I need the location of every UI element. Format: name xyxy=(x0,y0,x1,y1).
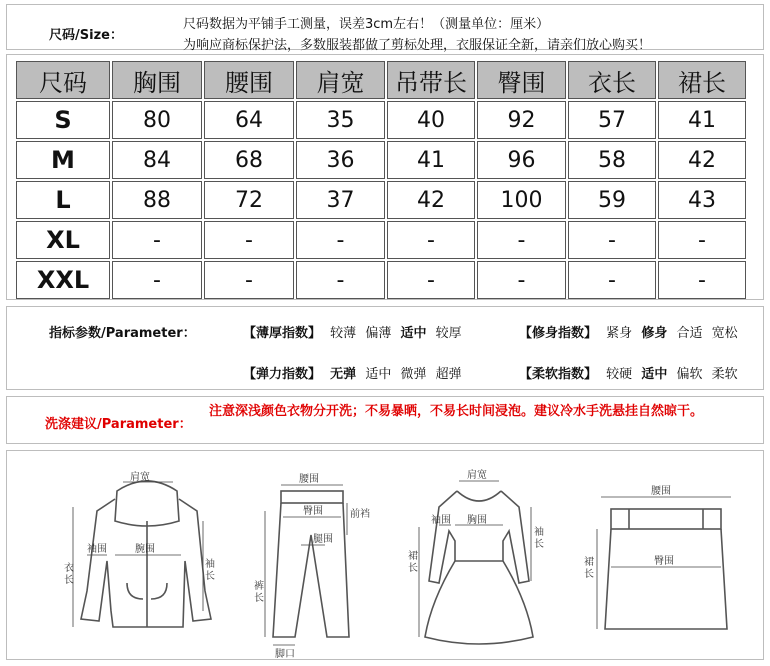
table-cell: 57 xyxy=(568,101,656,139)
pants-waist-label: 腰围 xyxy=(299,474,319,485)
thickness-option: 较厚 xyxy=(435,326,462,341)
skirt-diagram xyxy=(579,451,759,661)
table-row xyxy=(16,261,746,299)
pants-hip-label: 臀围 xyxy=(303,506,323,517)
table-cell: - xyxy=(112,261,202,299)
wash-advice-panel xyxy=(6,396,764,444)
table-cell: 37 xyxy=(296,181,385,219)
pants-length-label-1: 裤 xyxy=(254,581,264,592)
dress-sleeve-label-2: 长 xyxy=(534,539,544,550)
skirt-waist-label: 腰围 xyxy=(651,486,671,497)
elasticity-option: 适中 xyxy=(365,367,392,382)
table-cell: 72 xyxy=(204,181,294,219)
elasticity-option-selected: 无弹 xyxy=(330,367,357,382)
jacket-sleeve-label-1: 袖 xyxy=(205,559,215,570)
thickness-title: 【薄厚指数】 xyxy=(243,326,322,341)
thickness-option: 较薄 xyxy=(330,326,357,341)
softness-option: 较硬 xyxy=(606,367,633,382)
size-info-header xyxy=(6,4,764,53)
pants-diagram xyxy=(243,451,383,661)
elasticity-option: 微弹 xyxy=(400,367,427,382)
fit-option: 宽松 xyxy=(711,326,738,341)
measurement-note: 尺码数据为平铺手工测量，误差3cm左右！（测量单位：厘米） xyxy=(183,17,550,32)
size-cell: XL xyxy=(16,221,110,259)
jacket-diagram xyxy=(57,451,237,661)
size-cell: S xyxy=(16,101,110,139)
table-cell: - xyxy=(296,261,385,299)
fit-option: 合适 xyxy=(676,326,703,341)
elasticity-option: 超弹 xyxy=(435,367,462,382)
thickness-index xyxy=(243,322,462,341)
thickness-option-selected: 适中 xyxy=(400,326,427,341)
table-cell: - xyxy=(568,221,656,259)
header-size: 尺码 xyxy=(16,61,110,99)
skirt-hip-label: 臀围 xyxy=(654,556,674,567)
table-cell: 64 xyxy=(204,101,294,139)
header-shoulder: 肩宽 xyxy=(296,61,385,99)
size-table xyxy=(14,59,748,301)
fit-option: 紧身 xyxy=(606,326,633,341)
fit-title: 【修身指数】 xyxy=(519,326,598,341)
jacket-cuff-label: 袖围 xyxy=(87,544,107,555)
wash-label: 洗涤建议/Parameter： xyxy=(45,417,192,432)
size-table-header-row xyxy=(16,61,746,99)
fit-option-selected: 修身 xyxy=(641,326,668,341)
header-strap-length: 吊带长 xyxy=(387,61,475,99)
dress-length-label-1: 裙 xyxy=(408,551,418,562)
table-cell: 58 xyxy=(568,141,656,179)
wash-advice-text: 注意深浅颜色衣物分开洗；不易暴晒，不易长时间浸泡。建议冷水手洗悬挂自然晾干。 xyxy=(209,404,704,419)
table-cell: - xyxy=(204,221,294,259)
label-removal-note: 为响应商标保护法，多数服装都做了剪标处理，衣服保证全新，请亲们放心购买！ xyxy=(183,38,652,53)
table-cell: - xyxy=(658,221,746,259)
size-cell: M xyxy=(16,141,110,179)
table-cell: 43 xyxy=(658,181,746,219)
table-cell: - xyxy=(568,261,656,299)
pants-thigh-label: 腿围 xyxy=(313,534,333,545)
table-cell: 88 xyxy=(112,181,202,219)
table-cell: - xyxy=(387,261,475,299)
table-cell: 41 xyxy=(387,141,475,179)
table-row xyxy=(16,141,746,179)
pants-hem-label: 脚口 xyxy=(275,649,295,660)
jacket-waist-label: 腕围 xyxy=(135,544,155,555)
table-cell: 59 xyxy=(568,181,656,219)
elasticity-index xyxy=(243,363,462,382)
dress-cuff-label: 袖围 xyxy=(431,515,451,526)
size-cell: L xyxy=(16,181,110,219)
table-cell: 80 xyxy=(112,101,202,139)
table-cell: 41 xyxy=(658,101,746,139)
table-cell: 42 xyxy=(387,181,475,219)
header-hip: 臀围 xyxy=(477,61,566,99)
size-cell: XXL xyxy=(16,261,110,299)
pants-rise-label: 前裆 xyxy=(350,509,370,520)
jacket-shoulder-label: 肩宽 xyxy=(130,472,150,483)
softness-index xyxy=(519,363,738,382)
table-cell: 84 xyxy=(112,141,202,179)
table-cell: - xyxy=(296,221,385,259)
table-cell: 92 xyxy=(477,101,566,139)
dress-sleeve-label-1: 袖 xyxy=(534,527,544,538)
size-label: 尺码/Size： xyxy=(49,28,123,43)
softness-title: 【柔软指数】 xyxy=(519,367,598,382)
table-cell: 42 xyxy=(658,141,746,179)
parameter-label: 指标参数/Parameter： xyxy=(49,326,196,341)
table-cell: 35 xyxy=(296,101,385,139)
table-cell: 68 xyxy=(204,141,294,179)
table-row xyxy=(16,181,746,219)
jacket-length-label-1: 衣 xyxy=(64,563,74,574)
table-cell: - xyxy=(477,221,566,259)
softness-option: 偏软 xyxy=(676,367,703,382)
header-bust: 胸围 xyxy=(112,61,202,99)
table-cell: - xyxy=(204,261,294,299)
jacket-sleeve-label-2: 长 xyxy=(205,571,215,582)
table-cell: - xyxy=(477,261,566,299)
parameter-panel xyxy=(6,306,764,390)
table-cell: 36 xyxy=(296,141,385,179)
table-cell: 100 xyxy=(477,181,566,219)
dress-shoulder-label: 肩宽 xyxy=(467,470,487,481)
thickness-option: 偏薄 xyxy=(365,326,392,341)
size-table-panel xyxy=(6,54,764,300)
jacket-length-label-2: 长 xyxy=(64,575,74,586)
header-top-length: 衣长 xyxy=(568,61,656,99)
softness-option-selected: 适中 xyxy=(641,367,668,382)
fit-index xyxy=(519,322,738,341)
header-skirt-length: 裙长 xyxy=(658,61,746,99)
elasticity-title: 【弹力指数】 xyxy=(243,367,322,382)
skirt-length-label-1: 裙 xyxy=(584,557,594,568)
softness-option: 柔软 xyxy=(711,367,738,382)
table-cell: - xyxy=(658,261,746,299)
skirt-length-label-2: 长 xyxy=(584,569,594,580)
table-cell: - xyxy=(112,221,202,259)
pants-length-label-2: 长 xyxy=(254,593,264,604)
table-cell: - xyxy=(387,221,475,259)
table-row xyxy=(16,221,746,259)
table-cell: 40 xyxy=(387,101,475,139)
dress-bust-label: 胸围 xyxy=(467,515,487,526)
table-cell: 96 xyxy=(477,141,566,179)
measurement-diagrams-panel xyxy=(6,450,764,660)
dress-diagram xyxy=(399,451,559,661)
header-waist: 腰围 xyxy=(204,61,294,99)
table-row xyxy=(16,101,746,139)
dress-length-label-2: 长 xyxy=(408,563,418,574)
